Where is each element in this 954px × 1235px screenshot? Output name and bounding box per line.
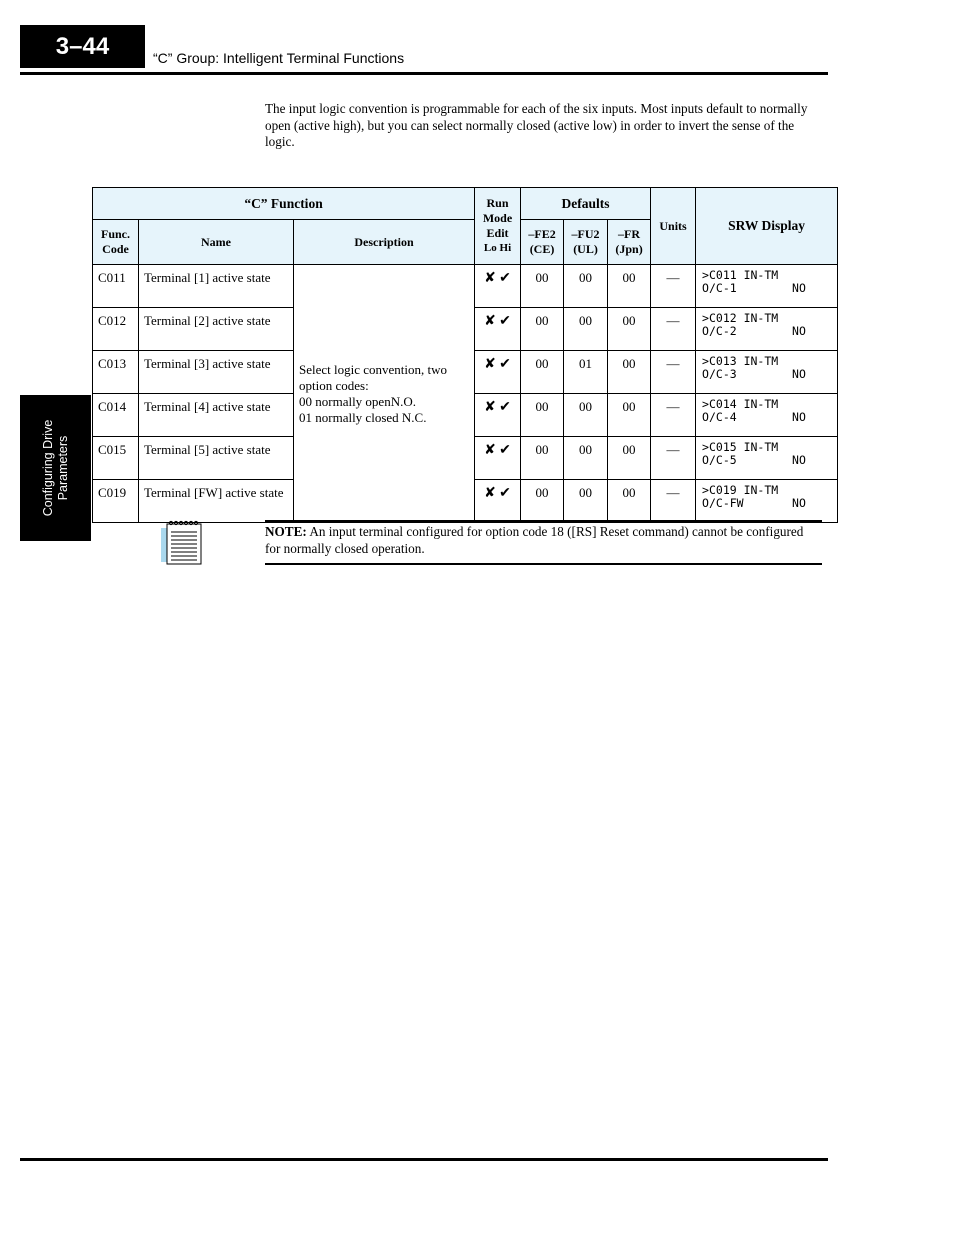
note-body: An input terminal configured for option code 18 ([RS] Reset command) cannot be configured for normally closed operation. xyxy=(265,524,804,556)
run-mode-edit-cell xyxy=(475,351,521,394)
srw-line2: O/C-1 NO xyxy=(702,281,806,295)
name-cell: Terminal [1] active state xyxy=(139,265,294,308)
srw-line2: O/C-2 NO xyxy=(702,324,806,338)
name-cell: Terminal [5] active state xyxy=(139,437,294,480)
check-icon: ✔ xyxy=(499,271,511,286)
name-cell: Terminal [2] active state xyxy=(139,308,294,351)
note-rule-bottom xyxy=(265,563,822,565)
func-code-line2: Code xyxy=(102,242,129,256)
footer-rule xyxy=(20,1158,828,1161)
page-number: 3–44 xyxy=(55,32,110,60)
func-code-cell: C019 xyxy=(93,480,139,523)
side-tab-label xyxy=(41,420,71,517)
srw-line1: >C015 IN-TM xyxy=(702,440,779,454)
run-mode-edit-header xyxy=(475,188,521,265)
c-function-header: “C” Function xyxy=(93,188,475,220)
run-mode-edit-cell xyxy=(475,394,521,437)
cross-icon: ✘ xyxy=(484,486,496,501)
cross-icon: ✘ xyxy=(484,443,496,458)
fu2-default-cell: 00 xyxy=(564,394,608,437)
fr-line2: (Jpn) xyxy=(615,242,643,256)
defaults-header: Defaults xyxy=(521,188,651,220)
header-rule xyxy=(20,72,828,75)
name-header: Name xyxy=(139,220,294,265)
description-line2: 00 normally openN.O. xyxy=(299,393,416,409)
description-header: Description xyxy=(294,220,475,265)
fe2-line2: (CE) xyxy=(529,242,555,256)
fu2-line1: –FU2 xyxy=(571,227,600,241)
side-tab-line2: Parameters xyxy=(55,435,70,501)
units-header: Units xyxy=(651,188,696,265)
name-cell: Terminal [3] active state xyxy=(139,351,294,394)
units-cell: — xyxy=(651,265,696,308)
func-code-cell: C012 xyxy=(93,308,139,351)
check-icon: ✔ xyxy=(499,400,511,415)
srw-display-cell xyxy=(696,480,838,523)
run-mode-edit-cell xyxy=(475,437,521,480)
fe2-header xyxy=(521,220,564,265)
parameter-table xyxy=(92,187,838,523)
fr-default-cell: 00 xyxy=(608,265,651,308)
srw-line2: O/C-5 NO xyxy=(702,453,806,467)
notepad-icon xyxy=(158,520,206,566)
func-code-cell: C013 xyxy=(93,351,139,394)
fr-default-cell: 00 xyxy=(608,480,651,523)
srw-display-cell xyxy=(696,437,838,480)
srw-line1: >C019 IN-TM xyxy=(702,483,779,497)
run-mode-edit-line3: Edit xyxy=(486,226,509,240)
fe2-default-cell: 00 xyxy=(521,308,564,351)
section-title: “C” Group: Intelligent Terminal Functions xyxy=(153,50,405,66)
fe2-line1: –FE2 xyxy=(528,227,556,241)
func-code-cell: C014 xyxy=(93,394,139,437)
table-row xyxy=(93,265,838,308)
fu2-default-cell: 01 xyxy=(564,351,608,394)
fr-default-cell: 00 xyxy=(608,394,651,437)
fu2-line2: (UL) xyxy=(573,242,598,256)
srw-line2: O/C-4 NO xyxy=(702,410,806,424)
units-cell: — xyxy=(651,308,696,351)
fr-default-cell: 00 xyxy=(608,351,651,394)
description-line3: 01 normally closed N.C. xyxy=(299,409,427,425)
srw-line1: >C013 IN-TM xyxy=(702,354,779,368)
check-icon: ✔ xyxy=(499,357,511,372)
run-mode-edit-line4: Lo Hi xyxy=(483,242,512,254)
fu2-default-cell: 00 xyxy=(564,437,608,480)
srw-line2: O/C-3 NO xyxy=(702,367,806,381)
description-cell xyxy=(294,265,475,523)
page-number-tab xyxy=(20,25,145,68)
srw-display-header: SRW Display xyxy=(696,188,838,265)
func-code-line1: Func. xyxy=(100,227,130,241)
fu2-default-cell: 00 xyxy=(564,308,608,351)
cross-icon: ✘ xyxy=(484,271,496,286)
side-tab-line1: Configuring Drive xyxy=(40,419,55,517)
func-code-header xyxy=(93,220,139,265)
run-mode-edit-cell xyxy=(475,265,521,308)
check-icon: ✔ xyxy=(499,486,511,501)
cross-icon: ✘ xyxy=(484,314,496,329)
check-icon: ✔ xyxy=(499,314,511,329)
units-cell: — xyxy=(651,351,696,394)
func-code-cell: C015 xyxy=(93,437,139,480)
fe2-default-cell: 00 xyxy=(521,394,564,437)
srw-display-cell xyxy=(696,265,838,308)
fu2-default-cell: 00 xyxy=(564,480,608,523)
units-cell: — xyxy=(651,394,696,437)
check-icon: ✔ xyxy=(499,443,511,458)
fe2-default-cell: 00 xyxy=(521,351,564,394)
fe2-default-cell: 00 xyxy=(521,480,564,523)
srw-display-cell xyxy=(696,351,838,394)
units-cell: — xyxy=(651,437,696,480)
fe2-default-cell: 00 xyxy=(521,265,564,308)
units-cell: — xyxy=(651,480,696,523)
description-line1: Select logic convention, two option codes: xyxy=(299,361,448,393)
fe2-default-cell: 00 xyxy=(521,437,564,480)
fr-line1: –FR xyxy=(618,227,641,241)
fr-default-cell: 00 xyxy=(608,437,651,480)
name-cell: Terminal [4] active state xyxy=(139,394,294,437)
srw-line1: >C011 IN-TM xyxy=(702,268,779,282)
srw-display-cell xyxy=(696,394,838,437)
cross-icon: ✘ xyxy=(484,400,496,415)
run-mode-edit-line1: Run xyxy=(486,196,509,210)
func-code-cell: C011 xyxy=(93,265,139,308)
run-mode-edit-cell xyxy=(475,308,521,351)
fu2-header xyxy=(564,220,608,265)
note-rule-top xyxy=(265,520,822,522)
fr-default-cell: 00 xyxy=(608,308,651,351)
name-cell: Terminal [FW] active state xyxy=(139,480,294,523)
srw-display-cell xyxy=(696,308,838,351)
note-label: NOTE: xyxy=(265,524,307,539)
run-mode-edit-line2: Mode xyxy=(482,211,513,225)
srw-line1: >C012 IN-TM xyxy=(702,311,779,325)
run-mode-edit-cell xyxy=(475,480,521,523)
fr-header xyxy=(608,220,651,265)
srw-line2: O/C-FW NO xyxy=(702,496,806,510)
intro-paragraph: The input logic convention is programmable for each of the six inputs. Most inputs default to normally open (active high), but you can select normally closed (active low) in order to invert the sense of the logic. xyxy=(265,101,808,149)
srw-line1: >C014 IN-TM xyxy=(702,397,779,411)
side-tab xyxy=(20,395,91,541)
note-text xyxy=(265,524,820,557)
cross-icon: ✘ xyxy=(484,357,496,372)
fu2-default-cell: 00 xyxy=(564,265,608,308)
